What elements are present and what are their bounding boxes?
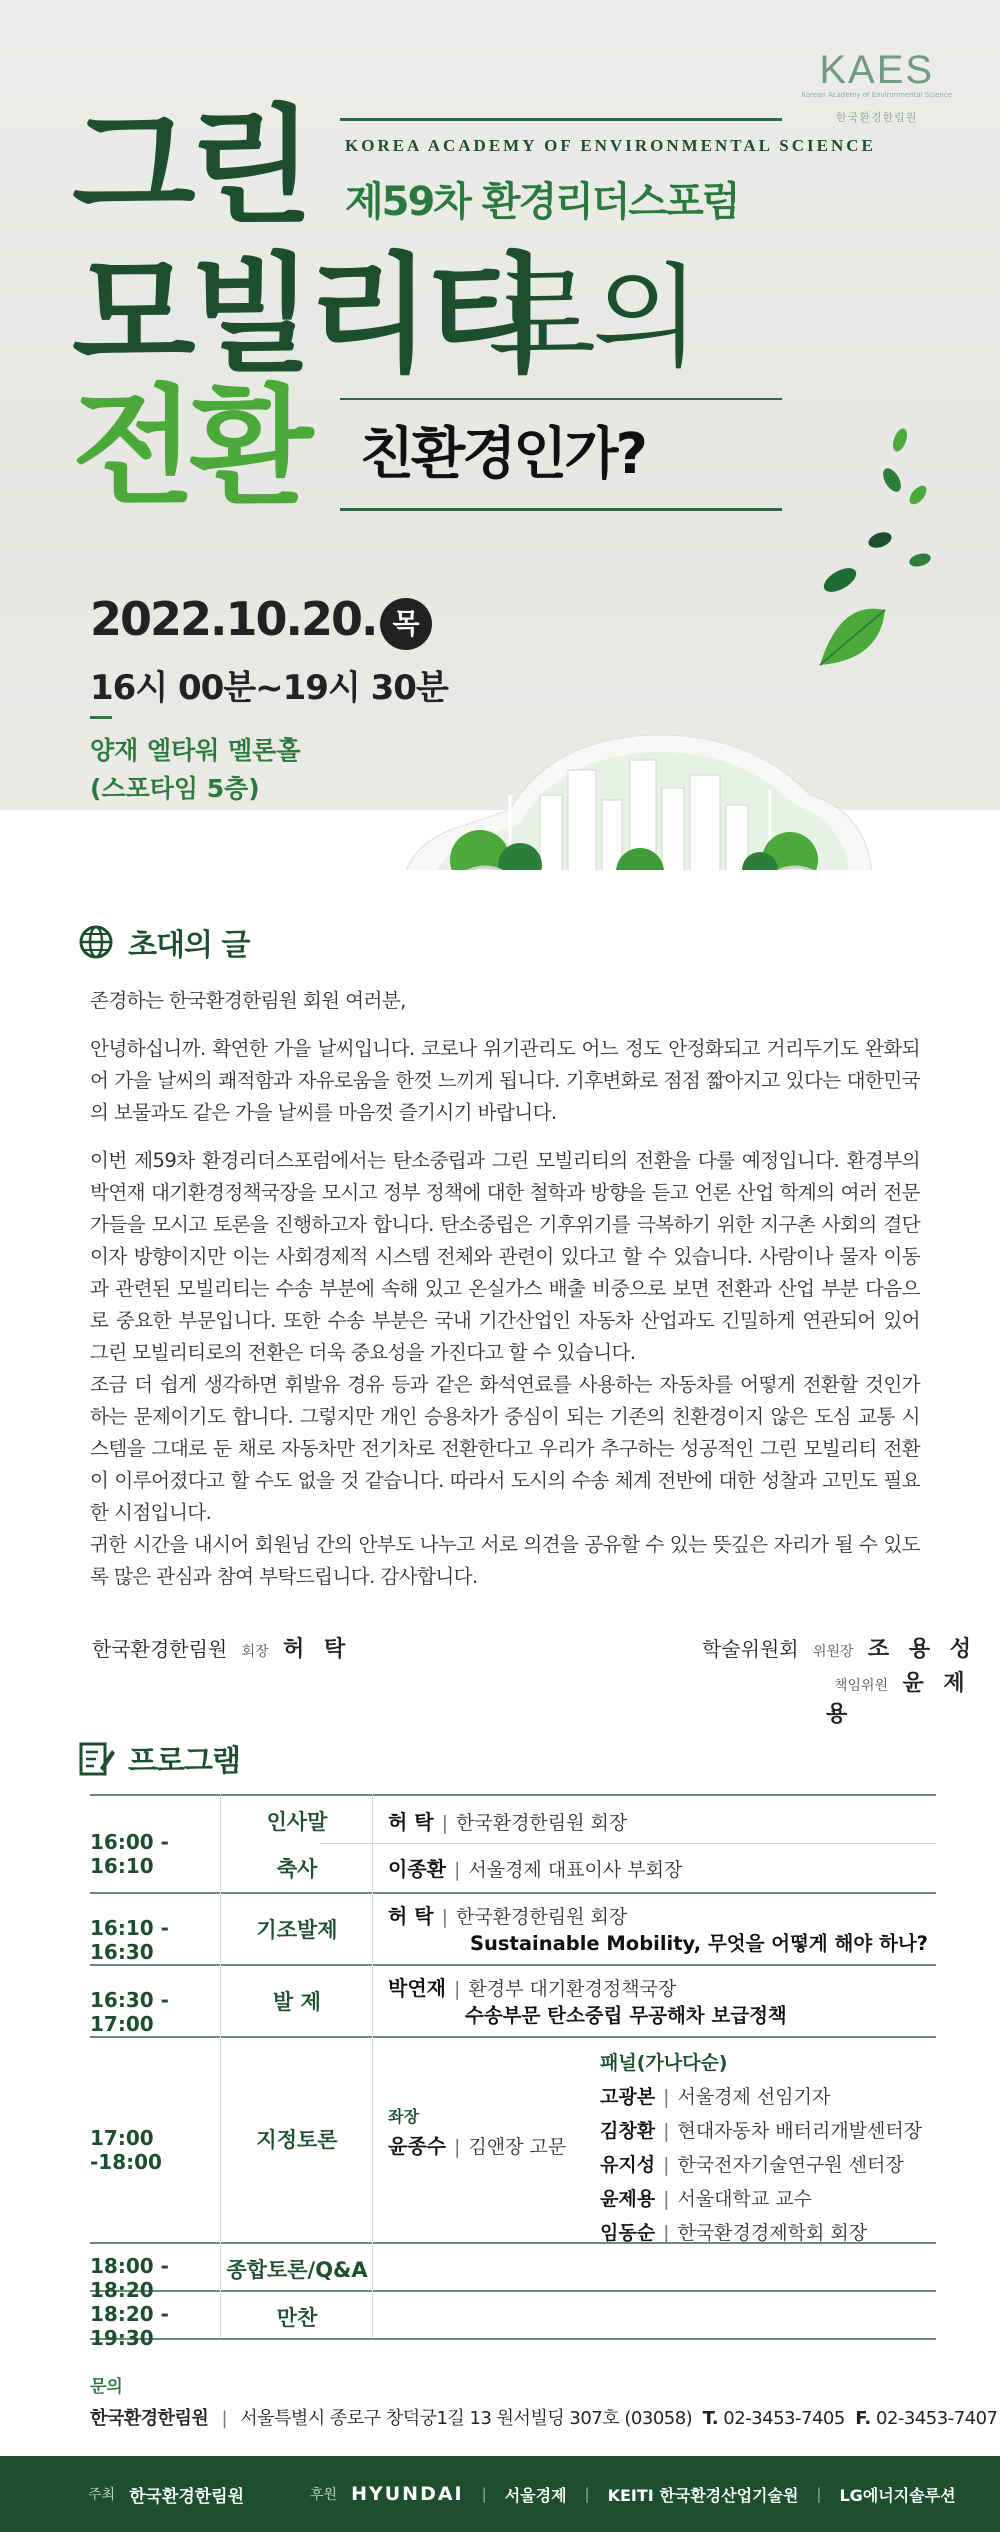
letter-paragraph: 조금 더 쉽게 생각하면 휘발유 경유 등과 같은 화석연료를 사용하는 자동차를 어떻게 전환할 것인가 하는 문제이기도 합니다. 그렇지만 개인 승용차가 중심이 되는 기존의 친환경이지 않은 도심 교통 시스템을 그대로 둔 채로 자동차만 전기차로 전환한다고 우리가 추구하는 성공적인 그린 모빌리티 전환이 이루어졌다고 할 수도 없을 것 같습니다. 따라서 도시의 수송 체계 전반에 대한 성찰과 고민도 필요한 시점입니다. (90, 1373, 920, 1524)
row-session: 인사말 (266, 1810, 328, 1834)
divider (340, 508, 782, 511)
chair-label: 좌장 (388, 2107, 419, 2126)
row-time: 16:30 - 17:00 (90, 1988, 169, 2036)
speaker-name: 허 탁 (388, 1904, 434, 1928)
signature-name: 윤 제 용 (826, 1671, 971, 1727)
row-speaker: 허 탁 | 한국환경한림원 회장 (388, 1810, 628, 1834)
logo-subtitle: Korean Academy of Environmental Science (801, 91, 952, 99)
academy-english-name: KOREA ACADEMY OF ENVIRONMENTAL SCIENCE (345, 136, 876, 155)
program-section-header (76, 1736, 240, 1780)
signature-role: 회장 (241, 1644, 269, 1660)
letter-section-header (76, 920, 249, 964)
leaves-illustration (800, 420, 960, 700)
presentation-topic: Sustainable Mobility, 무엇을 어떻게 해야 하나? (470, 1932, 928, 1955)
phone-number: 02-3453-7405 (723, 2408, 845, 2429)
speaker-name: 허 탁 (388, 1810, 434, 1834)
row-time: 18:00 - 18:20 (90, 2254, 169, 2302)
divider (90, 716, 112, 719)
event-date: 2022.10.20. (90, 592, 377, 646)
row-session: 지정토론 (256, 2128, 338, 2152)
logo-korean-name: 한국환경한림원 (836, 111, 918, 124)
row-session: 종합토론/Q&A (226, 2258, 368, 2282)
row-time: 16:00 - 16:10 (90, 1830, 169, 1878)
divider (340, 118, 782, 121)
subtitle-question: 친환경인가? (360, 422, 645, 487)
column-divider (372, 1794, 373, 2338)
table-rule (90, 1794, 936, 1796)
column-divider (220, 1794, 221, 2338)
sponsor-hyundai-logo: HYUNDAI (351, 2483, 464, 2505)
speaker-affiliation: 서울경제 대표이사 부회장 (468, 1859, 683, 1881)
signature-org: 한국환경한림원 (92, 1637, 228, 1661)
invitation-letter (90, 985, 920, 1593)
letter-paragraph: 안녕하십니까. 확연한 가을 날씨입니다. 코로나 위기관리도 어느 정도 안정화되고 거리두기도 완화되어 가을 날씨의 쾌적함과 자유로움을 한껏 느끼게 됩니다. 기후변화로 점점 짧아지고 있다는 대한민국의 보물과도 같은 가을 날씨를 마음껏 즐기시기 바랍니다. (90, 1037, 920, 1124)
contact-label: 문의 (90, 2377, 123, 2397)
table-rule (320, 1843, 936, 1844)
letter-paragraph: 이번 제59차 환경리더스포럼에서는 탄소중립과 그린 모빌리티의 전환을 다룰 예정입니다. 환경부의 박연재 대기환경정책국장을 모시고 정부 정책에 대한 철학과 방향을 듣고 언론 산업 학계의 여러 전문가들을 모시고 토론을 진행하고자 합니다. 탄소중립은 기후위기를 극복하기 위한 지구촌 사회의 결단이자 방향이지만 이는 사회경제적 시스템 전체와 관련이 있다고 할 수 있습니다. 사람이나 물자 이동과 관련된 모빌리티는 수송 부분에 속해 있고 온실가스 배출 비중으로 보면 전환과 산업 부분 다음으로 중요한 부문입니다. 또한 수송 부분은 국내 기간산업인 자동차 산업과도 긴밀하게 연관되어 있어 그린 모빌리티로의 전환은 더욱 중요성을 가진다고 할 수 있습니다. (90, 1149, 920, 1364)
logo-text: KAES (819, 48, 935, 92)
program-heading: 프로그램 (128, 1744, 240, 1779)
row-time: 17:00 -18:00 (90, 2126, 162, 2174)
venue-line-2: (스포타임 5층) (90, 774, 260, 803)
contact-org: 한국환경한림원 (90, 2408, 209, 2429)
kaes-logo (801, 48, 952, 125)
panel-member: 김창환 | 현대자동차 배터리개발센터장 (600, 2120, 923, 2142)
table-rule (90, 2036, 936, 2038)
table-rule (90, 1892, 936, 1894)
speaker-name: 박연재 (388, 1976, 446, 2000)
speaker-affiliation: 환경부 대기환경정책국장 (468, 1978, 677, 2000)
host-label: 주최 (88, 2487, 116, 2503)
eco-car-illustration (390, 700, 890, 870)
document-edit-icon (76, 1738, 116, 1778)
signature-role: 위원장 (812, 1644, 854, 1660)
row-session: 발 제 (273, 1990, 321, 2014)
row-session: 축사 (276, 1857, 318, 1881)
panel-list (600, 2046, 922, 2250)
fax-label: F. (855, 2408, 871, 2429)
title-line-3: 전환 (72, 373, 308, 522)
panel-member: 고광본 | 서울경제 선임기자 (600, 2086, 831, 2108)
title-line-2: 모빌리티 (72, 241, 543, 390)
event-venue (90, 732, 301, 808)
signature-name: 허 탁 (283, 1637, 352, 1662)
letter-greeting: 존경하는 한국환경한림원 회원 여러분, (90, 989, 406, 1012)
weekday-badge: 목 (380, 598, 432, 650)
title-line-2-suffix: 로의 (488, 253, 697, 383)
panel-member: 유지성 | 한국전자기술연구원 센터장 (600, 2154, 904, 2176)
panel-member: 임동순 | 한국환경경제학회 회장 (600, 2222, 868, 2244)
host-org: 한국환경한림원 (129, 2486, 245, 2507)
sponsor-label: 후원 (310, 2487, 338, 2503)
row-session: 만찬 (276, 2306, 318, 2330)
contact-info: 한국환경한림원 | 서울특별시 종로구 창덕궁1길 13 원서빌딩 307호 (03058) T. 02-3453-7405 F. 02-3453-7407 (90, 2408, 998, 2429)
letter-paragraph: 귀한 시간을 내시어 회원님 간의 안부도 나누고 서로 의견을 공유할 수 있는 뜻깊은 자리가 될 수 있도록 많은 관심과 참여 부탁드립니다. 감사합니다. (90, 1533, 920, 1588)
divider (340, 398, 782, 400)
signature-committee-chair (702, 1632, 977, 1663)
speaker-affiliation: 한국환경한림원 회장 (456, 1812, 628, 1834)
row-session: 기조발제 (256, 1918, 338, 1942)
hero-banner (0, 0, 1000, 870)
row-speaker: 윤종수 | 김앤장 고문 (388, 2134, 567, 2158)
speaker-name: 윤종수 (388, 2134, 446, 2158)
panel-label: 패널(가나다순) (600, 2052, 728, 2074)
signature-president (92, 1632, 351, 1663)
footer-sponsors: 주최 한국환경한림원 후원 HYUNDAI | 서울경제 | KEITI 한국환경산업기술원 | LG에너지솔루션 (0, 2456, 1000, 2532)
sponsor-keiti-logo: KEITI 한국환경산업기술원 (607, 2485, 799, 2505)
contact-address: 서울특별시 종로구 창덕궁1길 13 원서빌딩 307호 (03058) (240, 2408, 693, 2429)
fax-number: 02-3453-7407 (876, 2408, 998, 2429)
globe-icon (76, 922, 116, 962)
signature-role: 책임위원 (834, 1678, 889, 1694)
speaker-affiliation: 김앤장 고문 (468, 2136, 567, 2158)
venue-line-1: 양재 엘타워 멜론홀 (90, 736, 301, 765)
row-speaker: 박연재 | 환경부 대기환경정책국장 (388, 1976, 677, 2000)
sponsor-lg-logo: LG에너지솔루션 (839, 2485, 956, 2505)
row-time: 18:20 - 19:30 (90, 2302, 169, 2350)
phone-label: T. (702, 2408, 719, 2429)
signature-name: 조 용 성 (867, 1637, 977, 1662)
panel-member: 윤제용 | 서울대학교 교수 (600, 2188, 812, 2210)
signature-org: 학술위원회 (702, 1637, 799, 1661)
speaker-affiliation: 한국환경한림원 회장 (456, 1906, 628, 1928)
row-time: 16:10 - 16:30 (90, 1916, 169, 1964)
presentation-topic: 수송부문 탄소중립 무공해차 보급정책 (465, 2004, 787, 2027)
letter-heading: 초대의 글 (128, 928, 250, 963)
table-rule (90, 1964, 936, 1966)
sponsor-seoul-economy-logo: 서울경제 (504, 2485, 567, 2505)
event-time: 16시 00분~19시 30분 (90, 668, 448, 708)
title-line-1: 그린 (72, 93, 308, 242)
row-speaker: 허 탁 | 한국환경한림원 회장 (388, 1904, 628, 1928)
signature-committee-member (826, 1666, 1000, 1728)
forum-title: 제59차 환경리더스포럼 (345, 179, 739, 225)
speaker-name: 이종환 (388, 1857, 446, 1881)
row-speaker: 이종환 | 서울경제 대표이사 부회장 (388, 1857, 683, 1881)
